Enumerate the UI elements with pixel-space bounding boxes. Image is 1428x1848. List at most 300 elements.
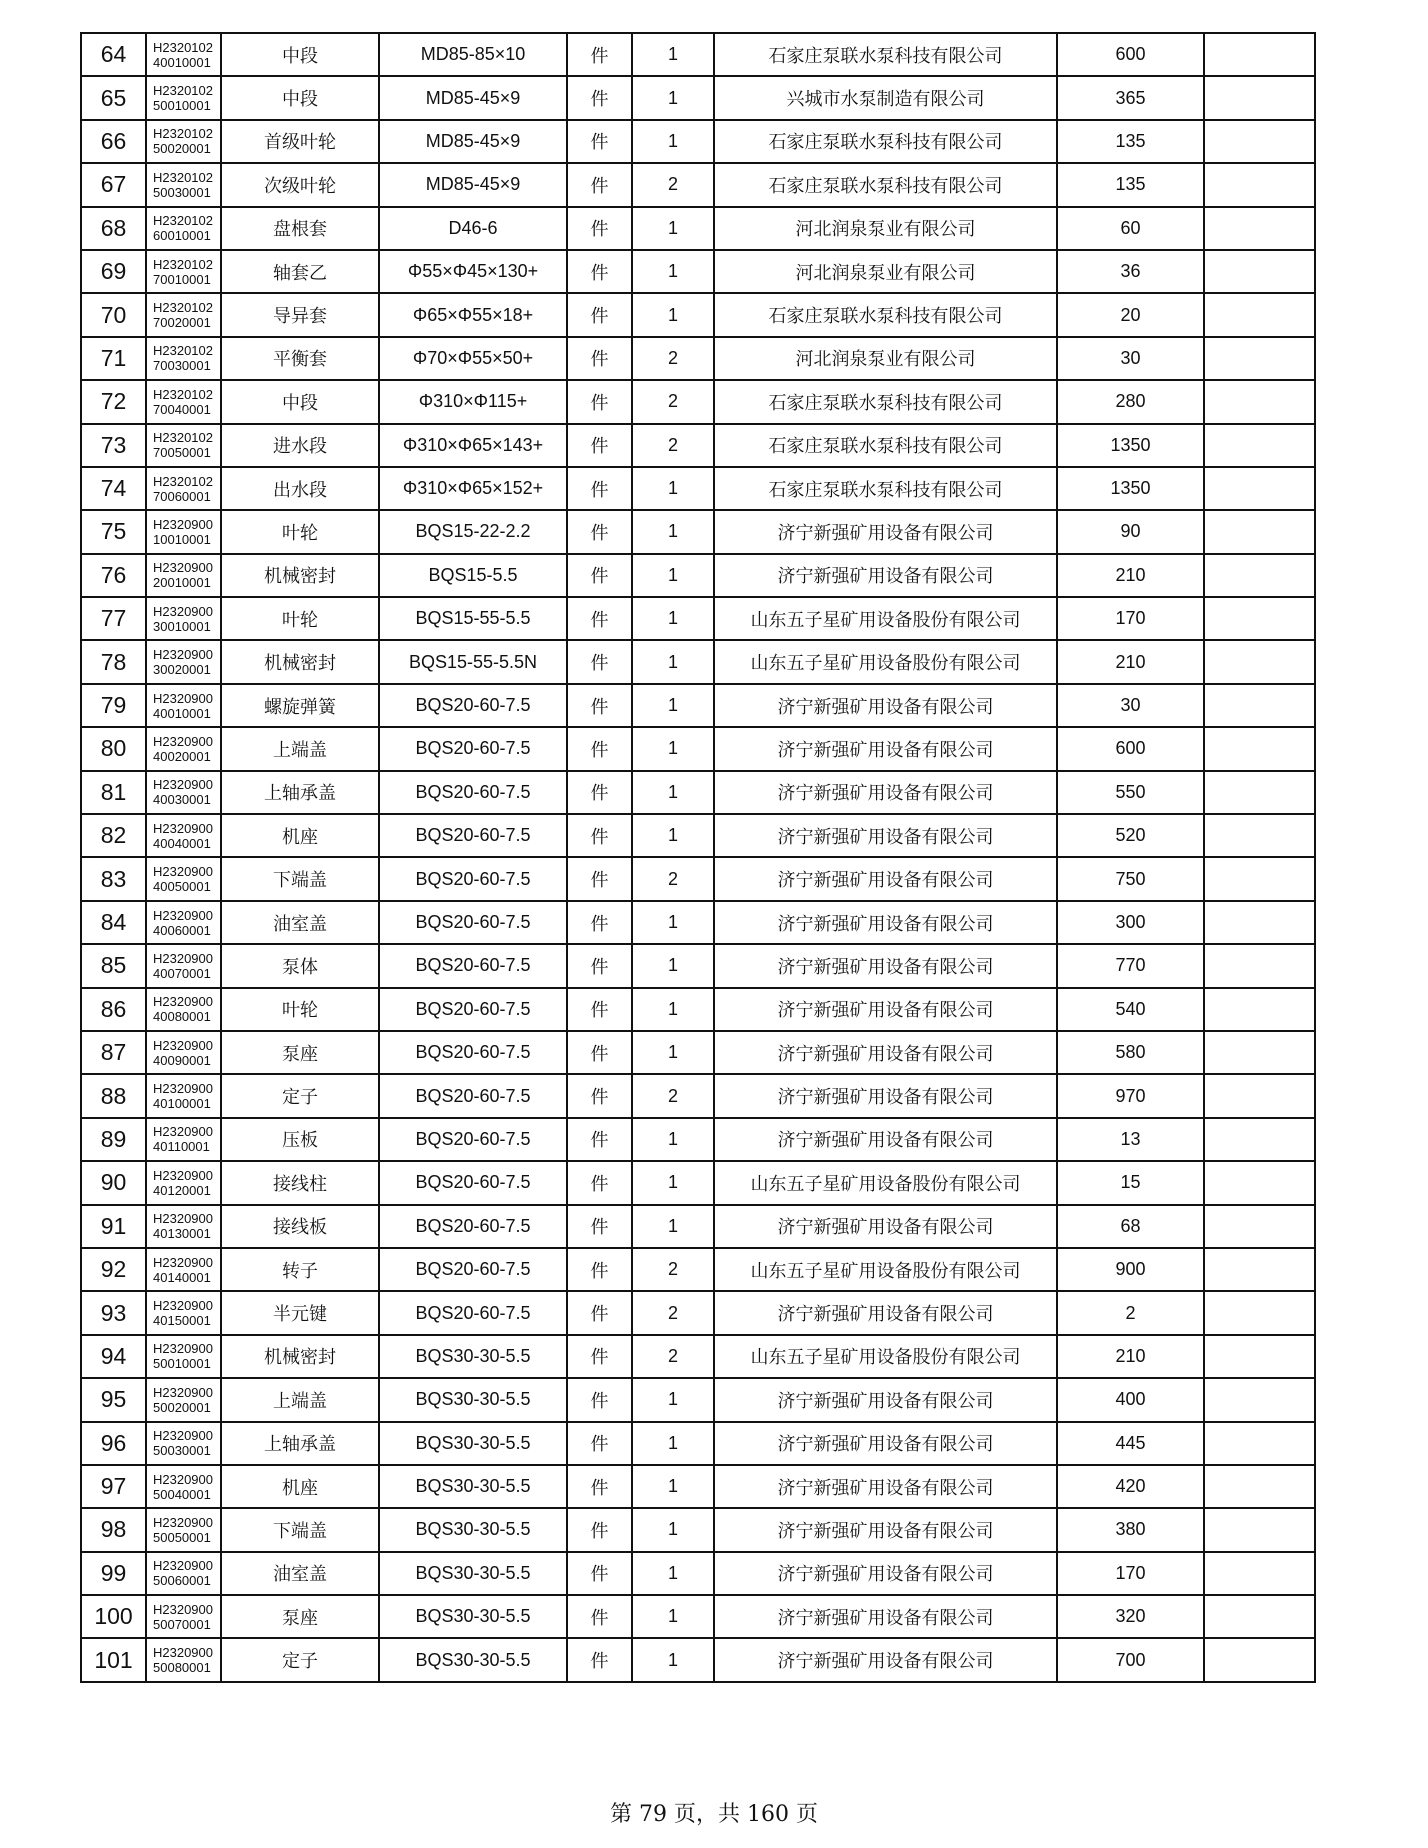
- part-spec-cell: BQS20-60-7.5: [379, 814, 567, 857]
- part-name-cell: 平衡套: [221, 337, 379, 380]
- unit-price-cell: 320: [1057, 1595, 1204, 1638]
- row-number-cell: 101: [81, 1638, 146, 1681]
- material-code-cell: H232090050020001: [146, 1378, 221, 1421]
- unit-cell: 件: [567, 207, 632, 250]
- part-name-cell: 轴套乙: [221, 250, 379, 293]
- unit-price-cell: 210: [1057, 640, 1204, 683]
- part-name-cell: 机械密封: [221, 554, 379, 597]
- supplier-cell: 济宁新强矿用设备有限公司: [714, 1118, 1057, 1161]
- unit-price-cell: 520: [1057, 814, 1204, 857]
- table-row: [81, 1031, 1315, 1074]
- material-code-cell: H232090050070001: [146, 1595, 221, 1638]
- table-row: [81, 684, 1315, 727]
- part-spec-cell: BQS20-60-7.5: [379, 1031, 567, 1074]
- unit-cell: 件: [567, 1595, 632, 1638]
- row-number-cell: 76: [81, 554, 146, 597]
- part-name-cell: 中段: [221, 380, 379, 423]
- material-code-cell: H232010270030001: [146, 337, 221, 380]
- supplier-cell: 山东五子星矿用设备股份有限公司: [714, 1335, 1057, 1378]
- remark-cell: [1204, 944, 1315, 987]
- quantity-cell: 1: [632, 901, 714, 944]
- table-row: [81, 380, 1315, 423]
- material-code-cell: H232090050060001: [146, 1552, 221, 1595]
- part-name-cell: 泵座: [221, 1031, 379, 1074]
- unit-price-cell: 210: [1057, 1335, 1204, 1378]
- row-number-cell: 97: [81, 1465, 146, 1508]
- supplier-cell: 石家庄泵联水泵科技有限公司: [714, 293, 1057, 336]
- table-row: [81, 33, 1315, 76]
- remark-cell: [1204, 988, 1315, 1031]
- remark-cell: [1204, 467, 1315, 510]
- table-row: [81, 1118, 1315, 1161]
- supplier-cell: 济宁新强矿用设备有限公司: [714, 1638, 1057, 1681]
- supplier-cell: 济宁新强矿用设备有限公司: [714, 554, 1057, 597]
- part-name-cell: 上轴承盖: [221, 1422, 379, 1465]
- part-name-cell: 中段: [221, 76, 379, 119]
- part-spec-cell: MD85-45×9: [379, 163, 567, 206]
- remark-cell: [1204, 250, 1315, 293]
- material-code-cell: H232090010010001: [146, 510, 221, 553]
- material-code-cell: H232090040110001: [146, 1118, 221, 1161]
- part-name-cell: 首级叶轮: [221, 120, 379, 163]
- part-spec-cell: MD85-45×9: [379, 76, 567, 119]
- part-spec-cell: Φ310×Φ65×143+: [379, 424, 567, 467]
- material-code-cell: H232090040080001: [146, 988, 221, 1031]
- unit-price-cell: 90: [1057, 510, 1204, 553]
- table-row: [81, 814, 1315, 857]
- quantity-cell: 1: [632, 1161, 714, 1204]
- quantity-cell: 1: [632, 771, 714, 814]
- part-name-cell: 下端盖: [221, 1508, 379, 1551]
- part-spec-cell: Φ55×Φ45×130+: [379, 250, 567, 293]
- part-name-cell: 泵座: [221, 1595, 379, 1638]
- remark-cell: [1204, 901, 1315, 944]
- table-row: [81, 944, 1315, 987]
- material-code-cell: H232090040030001: [146, 771, 221, 814]
- row-number-cell: 74: [81, 467, 146, 510]
- supplier-cell: 济宁新强矿用设备有限公司: [714, 944, 1057, 987]
- table-row: [81, 1638, 1315, 1681]
- supplier-cell: 济宁新强矿用设备有限公司: [714, 727, 1057, 770]
- row-number-cell: 80: [81, 727, 146, 770]
- table-row: [81, 163, 1315, 206]
- row-number-cell: 65: [81, 76, 146, 119]
- unit-cell: 件: [567, 380, 632, 423]
- unit-cell: 件: [567, 1205, 632, 1248]
- quantity-cell: 1: [632, 1031, 714, 1074]
- part-spec-cell: BQS20-60-7.5: [379, 944, 567, 987]
- table-row: [81, 120, 1315, 163]
- part-name-cell: 机械密封: [221, 1335, 379, 1378]
- remark-cell: [1204, 337, 1315, 380]
- unit-price-cell: 750: [1057, 857, 1204, 900]
- unit-cell: 件: [567, 1422, 632, 1465]
- unit-cell: 件: [567, 250, 632, 293]
- part-name-cell: 上轴承盖: [221, 771, 379, 814]
- quantity-cell: 1: [632, 76, 714, 119]
- part-name-cell: 接线板: [221, 1205, 379, 1248]
- supplier-cell: 济宁新强矿用设备有限公司: [714, 1378, 1057, 1421]
- row-number-cell: 67: [81, 163, 146, 206]
- unit-cell: 件: [567, 120, 632, 163]
- supplier-cell: 济宁新强矿用设备有限公司: [714, 901, 1057, 944]
- material-code-cell: H232010270020001: [146, 293, 221, 336]
- part-name-cell: 机械密封: [221, 640, 379, 683]
- remark-cell: [1204, 640, 1315, 683]
- part-spec-cell: BQS20-60-7.5: [379, 1291, 567, 1334]
- unit-cell: 件: [567, 1335, 632, 1378]
- supplier-cell: 石家庄泵联水泵科技有限公司: [714, 120, 1057, 163]
- unit-cell: 件: [567, 467, 632, 510]
- unit-price-cell: 20: [1057, 293, 1204, 336]
- unit-cell: 件: [567, 510, 632, 553]
- unit-cell: 件: [567, 1248, 632, 1291]
- quantity-cell: 1: [632, 1378, 714, 1421]
- supplier-cell: 山东五子星矿用设备股份有限公司: [714, 1248, 1057, 1291]
- row-number-cell: 70: [81, 293, 146, 336]
- material-code-cell: H232090040090001: [146, 1031, 221, 1074]
- table-row: [81, 597, 1315, 640]
- table-row: [81, 1291, 1315, 1334]
- remark-cell: [1204, 163, 1315, 206]
- material-code-cell: H232090040130001: [146, 1205, 221, 1248]
- part-name-cell: 泵体: [221, 944, 379, 987]
- part-spec-cell: Φ310×Φ65×152+: [379, 467, 567, 510]
- part-spec-cell: Φ310×Φ115+: [379, 380, 567, 423]
- part-name-cell: 叶轮: [221, 597, 379, 640]
- unit-price-cell: 135: [1057, 120, 1204, 163]
- unit-price-cell: 15: [1057, 1161, 1204, 1204]
- table-row: [81, 988, 1315, 1031]
- supplier-cell: 兴城市水泵制造有限公司: [714, 76, 1057, 119]
- unit-cell: 件: [567, 163, 632, 206]
- remark-cell: [1204, 1638, 1315, 1681]
- part-name-cell: 下端盖: [221, 857, 379, 900]
- table-row: [81, 207, 1315, 250]
- supplier-cell: 济宁新强矿用设备有限公司: [714, 771, 1057, 814]
- quantity-cell: 1: [632, 33, 714, 76]
- supplier-cell: 济宁新强矿用设备有限公司: [714, 1031, 1057, 1074]
- unit-price-cell: 2: [1057, 1291, 1204, 1334]
- remark-cell: [1204, 293, 1315, 336]
- quantity-cell: 1: [632, 510, 714, 553]
- supplier-cell: 济宁新强矿用设备有限公司: [714, 1595, 1057, 1638]
- part-name-cell: 螺旋弹簧: [221, 684, 379, 727]
- supplier-cell: 石家庄泵联水泵科技有限公司: [714, 467, 1057, 510]
- material-code-cell: H232090040140001: [146, 1248, 221, 1291]
- unit-cell: 件: [567, 1465, 632, 1508]
- row-number-cell: 100: [81, 1595, 146, 1638]
- unit-cell: 件: [567, 1508, 632, 1551]
- quantity-cell: 1: [632, 640, 714, 683]
- row-number-cell: 66: [81, 120, 146, 163]
- remark-cell: [1204, 1161, 1315, 1204]
- part-name-cell: 中段: [221, 33, 379, 76]
- unit-price-cell: 36: [1057, 250, 1204, 293]
- remark-cell: [1204, 857, 1315, 900]
- material-code-cell: H232010260010001: [146, 207, 221, 250]
- unit-cell: 件: [567, 1161, 632, 1204]
- part-spec-cell: BQS20-60-7.5: [379, 1205, 567, 1248]
- unit-cell: 件: [567, 1378, 632, 1421]
- part-spec-cell: BQS20-60-7.5: [379, 1118, 567, 1161]
- material-code-cell: H232010270010001: [146, 250, 221, 293]
- remark-cell: [1204, 1074, 1315, 1117]
- table-row: [81, 250, 1315, 293]
- table-row: [81, 1552, 1315, 1595]
- quantity-cell: 1: [632, 1118, 714, 1161]
- supplier-cell: 济宁新强矿用设备有限公司: [714, 988, 1057, 1031]
- unit-cell: 件: [567, 1638, 632, 1681]
- part-name-cell: 次级叶轮: [221, 163, 379, 206]
- table-row: [81, 1595, 1315, 1638]
- unit-cell: 件: [567, 814, 632, 857]
- material-code-cell: H232090050010001: [146, 1335, 221, 1378]
- supplier-cell: 济宁新强矿用设备有限公司: [714, 1465, 1057, 1508]
- table-row: [81, 1378, 1315, 1421]
- quantity-cell: 1: [632, 293, 714, 336]
- table-row: [81, 1248, 1315, 1291]
- part-name-cell: 盘根套: [221, 207, 379, 250]
- table-row: [81, 857, 1315, 900]
- quantity-cell: 2: [632, 1248, 714, 1291]
- part-spec-cell: BQS20-60-7.5: [379, 771, 567, 814]
- remark-cell: [1204, 1378, 1315, 1421]
- row-number-cell: 81: [81, 771, 146, 814]
- unit-cell: 件: [567, 988, 632, 1031]
- row-number-cell: 86: [81, 988, 146, 1031]
- page-number: 第 79 页，共 160 页: [610, 1802, 818, 1827]
- quantity-cell: 1: [632, 684, 714, 727]
- quantity-cell: 1: [632, 1465, 714, 1508]
- supplier-cell: 济宁新强矿用设备有限公司: [714, 814, 1057, 857]
- row-number-cell: 94: [81, 1335, 146, 1378]
- part-name-cell: 叶轮: [221, 988, 379, 1031]
- remark-cell: [1204, 1205, 1315, 1248]
- table-row: [81, 424, 1315, 467]
- remark-cell: [1204, 1595, 1315, 1638]
- table-row: [81, 76, 1315, 119]
- supplier-cell: 石家庄泵联水泵科技有限公司: [714, 380, 1057, 423]
- part-name-cell: 压板: [221, 1118, 379, 1161]
- part-name-cell: 进水段: [221, 424, 379, 467]
- part-name-cell: 出水段: [221, 467, 379, 510]
- row-number-cell: 95: [81, 1378, 146, 1421]
- remark-cell: [1204, 1031, 1315, 1074]
- material-code-cell: H232090050050001: [146, 1508, 221, 1551]
- quantity-cell: 1: [632, 1595, 714, 1638]
- row-number-cell: 82: [81, 814, 146, 857]
- table-row: [81, 1508, 1315, 1551]
- unit-price-cell: 900: [1057, 1248, 1204, 1291]
- part-name-cell: 油室盖: [221, 1552, 379, 1595]
- material-code-cell: H232090030010001: [146, 597, 221, 640]
- part-spec-cell: BQS20-60-7.5: [379, 684, 567, 727]
- unit-price-cell: 60: [1057, 207, 1204, 250]
- supplier-cell: 济宁新强矿用设备有限公司: [714, 684, 1057, 727]
- quantity-cell: 2: [632, 163, 714, 206]
- table-body: [81, 33, 1315, 1682]
- quantity-cell: 1: [632, 1552, 714, 1595]
- quantity-cell: 1: [632, 120, 714, 163]
- unit-cell: 件: [567, 857, 632, 900]
- row-number-cell: 92: [81, 1248, 146, 1291]
- supplier-cell: 石家庄泵联水泵科技有限公司: [714, 424, 1057, 467]
- row-number-cell: 69: [81, 250, 146, 293]
- table-row: [81, 1074, 1315, 1117]
- part-spec-cell: BQS30-30-5.5: [379, 1465, 567, 1508]
- unit-price-cell: 600: [1057, 33, 1204, 76]
- remark-cell: [1204, 380, 1315, 423]
- unit-cell: 件: [567, 424, 632, 467]
- material-code-cell: H232090040010001: [146, 684, 221, 727]
- remark-cell: [1204, 33, 1315, 76]
- remark-cell: [1204, 1465, 1315, 1508]
- supplier-cell: 济宁新强矿用设备有限公司: [714, 1508, 1057, 1551]
- material-code-cell: H232010270060001: [146, 467, 221, 510]
- quantity-cell: 2: [632, 337, 714, 380]
- quantity-cell: 1: [632, 1508, 714, 1551]
- quantity-cell: 2: [632, 857, 714, 900]
- unit-cell: 件: [567, 597, 632, 640]
- row-number-cell: 89: [81, 1118, 146, 1161]
- unit-price-cell: 1350: [1057, 467, 1204, 510]
- part-spec-cell: BQS20-60-7.5: [379, 1161, 567, 1204]
- remark-cell: [1204, 1552, 1315, 1595]
- part-spec-cell: BQS15-55-5.5N: [379, 640, 567, 683]
- table-row: [81, 727, 1315, 770]
- table-row: [81, 640, 1315, 683]
- row-number-cell: 90: [81, 1161, 146, 1204]
- unit-price-cell: 1350: [1057, 424, 1204, 467]
- unit-cell: 件: [567, 554, 632, 597]
- row-number-cell: 88: [81, 1074, 146, 1117]
- remark-cell: [1204, 1422, 1315, 1465]
- unit-price-cell: 380: [1057, 1508, 1204, 1551]
- remark-cell: [1204, 597, 1315, 640]
- table-row: [81, 1422, 1315, 1465]
- row-number-cell: 78: [81, 640, 146, 683]
- part-spec-cell: BQS20-60-7.5: [379, 1074, 567, 1117]
- table-row: [81, 1335, 1315, 1378]
- quantity-cell: 1: [632, 207, 714, 250]
- quantity-cell: 1: [632, 988, 714, 1031]
- part-name-cell: 接线柱: [221, 1161, 379, 1204]
- material-code-cell: H232090040100001: [146, 1074, 221, 1117]
- unit-price-cell: 770: [1057, 944, 1204, 987]
- quantity-cell: 2: [632, 1291, 714, 1334]
- part-spec-cell: Φ70×Φ55×50+: [379, 337, 567, 380]
- table-row: [81, 293, 1315, 336]
- supplier-cell: 济宁新强矿用设备有限公司: [714, 857, 1057, 900]
- table-row: [81, 337, 1315, 380]
- remark-cell: [1204, 76, 1315, 119]
- unit-price-cell: 210: [1057, 554, 1204, 597]
- material-code-cell: H232090050040001: [146, 1465, 221, 1508]
- remark-cell: [1204, 1118, 1315, 1161]
- quantity-cell: 1: [632, 1638, 714, 1681]
- row-number-cell: 85: [81, 944, 146, 987]
- part-name-cell: 半元键: [221, 1291, 379, 1334]
- unit-cell: 件: [567, 771, 632, 814]
- table-row: [81, 1161, 1315, 1204]
- part-spec-cell: BQS30-30-5.5: [379, 1335, 567, 1378]
- part-name-cell: 上端盖: [221, 1378, 379, 1421]
- part-name-cell: 机座: [221, 1465, 379, 1508]
- material-code-cell: H232090050030001: [146, 1422, 221, 1465]
- supplier-cell: 济宁新强矿用设备有限公司: [714, 1422, 1057, 1465]
- material-code-cell: H232090040150001: [146, 1291, 221, 1334]
- quantity-cell: 1: [632, 250, 714, 293]
- row-number-cell: 68: [81, 207, 146, 250]
- unit-price-cell: 170: [1057, 597, 1204, 640]
- quantity-cell: 1: [632, 1422, 714, 1465]
- unit-price-cell: 300: [1057, 901, 1204, 944]
- material-code-cell: H232090030020001: [146, 640, 221, 683]
- row-number-cell: 64: [81, 33, 146, 76]
- part-name-cell: 油室盖: [221, 901, 379, 944]
- supplier-cell: 济宁新强矿用设备有限公司: [714, 1074, 1057, 1117]
- unit-price-cell: 68: [1057, 1205, 1204, 1248]
- part-name-cell: 上端盖: [221, 727, 379, 770]
- row-number-cell: 84: [81, 901, 146, 944]
- row-number-cell: 91: [81, 1205, 146, 1248]
- row-number-cell: 99: [81, 1552, 146, 1595]
- material-code-cell: H232010250030001: [146, 163, 221, 206]
- unit-price-cell: 700: [1057, 1638, 1204, 1681]
- quantity-cell: 2: [632, 1074, 714, 1117]
- remark-cell: [1204, 1508, 1315, 1551]
- quantity-cell: 1: [632, 467, 714, 510]
- unit-cell: 件: [567, 76, 632, 119]
- material-code-cell: H232010270040001: [146, 380, 221, 423]
- part-spec-cell: Φ65×Φ55×18+: [379, 293, 567, 336]
- part-spec-cell: MD85-85×10: [379, 33, 567, 76]
- unit-cell: 件: [567, 337, 632, 380]
- unit-cell: 件: [567, 727, 632, 770]
- material-code-cell: H232010270050001: [146, 424, 221, 467]
- quantity-cell: 2: [632, 380, 714, 423]
- parts-price-table: [80, 32, 1314, 1683]
- row-number-cell: 72: [81, 380, 146, 423]
- unit-price-cell: 400: [1057, 1378, 1204, 1421]
- unit-cell: 件: [567, 1552, 632, 1595]
- row-number-cell: 83: [81, 857, 146, 900]
- unit-price-cell: 13: [1057, 1118, 1204, 1161]
- material-code-cell: H232010240010001: [146, 33, 221, 76]
- supplier-cell: 济宁新强矿用设备有限公司: [714, 1291, 1057, 1334]
- part-spec-cell: BQS20-60-7.5: [379, 727, 567, 770]
- part-name-cell: 定子: [221, 1638, 379, 1681]
- supplier-cell: 石家庄泵联水泵科技有限公司: [714, 33, 1057, 76]
- supplier-cell: 山东五子星矿用设备股份有限公司: [714, 640, 1057, 683]
- material-code-cell: H232090050080001: [146, 1638, 221, 1681]
- unit-cell: 件: [567, 944, 632, 987]
- part-name-cell: 导异套: [221, 293, 379, 336]
- unit-cell: 件: [567, 33, 632, 76]
- part-spec-cell: BQS30-30-5.5: [379, 1552, 567, 1595]
- row-number-cell: 87: [81, 1031, 146, 1074]
- table-row: [81, 510, 1315, 553]
- quantity-cell: 2: [632, 1335, 714, 1378]
- row-number-cell: 93: [81, 1291, 146, 1334]
- table-row: [81, 771, 1315, 814]
- part-spec-cell: BQS20-60-7.5: [379, 857, 567, 900]
- unit-cell: 件: [567, 684, 632, 727]
- part-spec-cell: MD85-45×9: [379, 120, 567, 163]
- remark-cell: [1204, 814, 1315, 857]
- remark-cell: [1204, 120, 1315, 163]
